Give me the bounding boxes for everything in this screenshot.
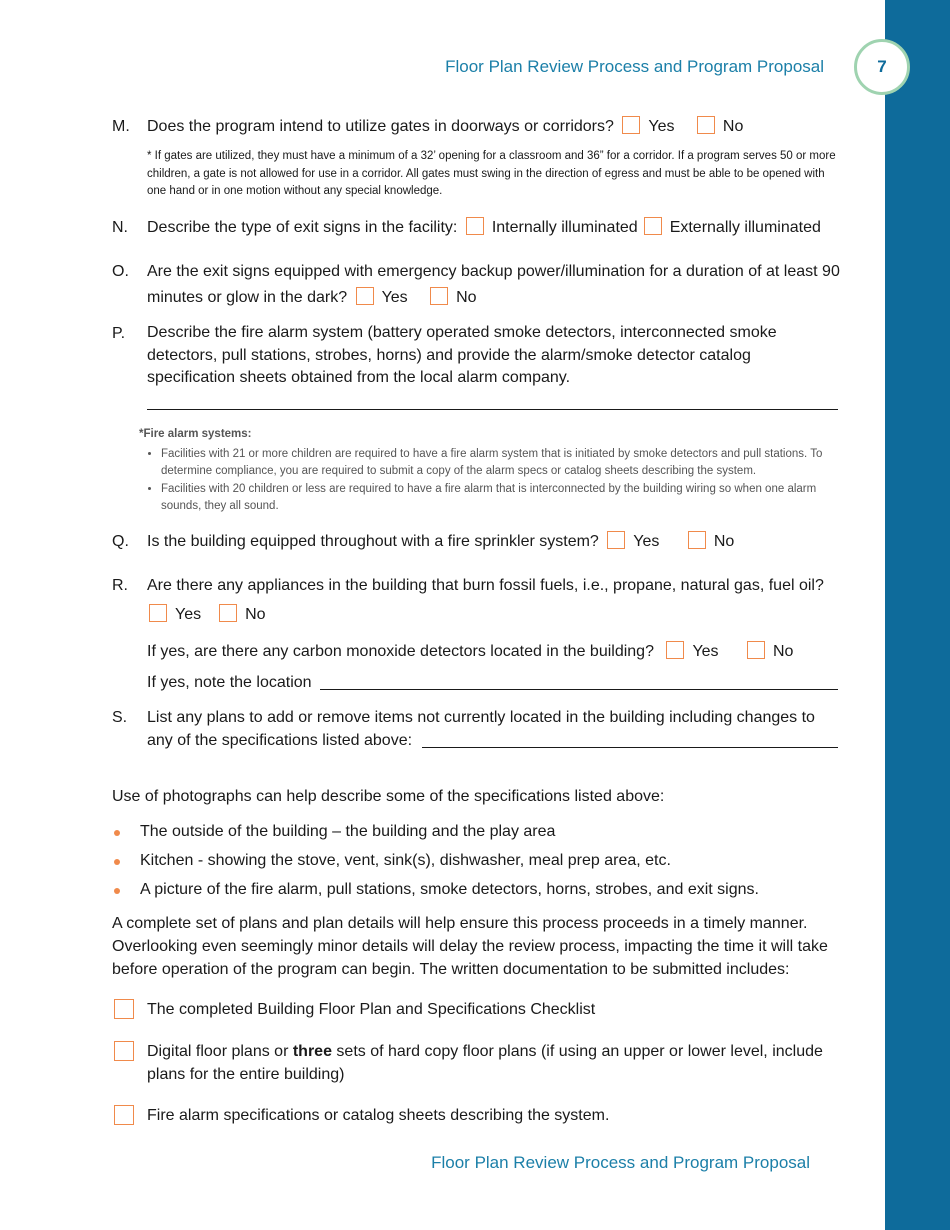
yes-checkbox[interactable] (356, 287, 374, 305)
list-item (112, 849, 842, 878)
co-detector-question (147, 640, 793, 664)
checklist-text-part: sets of hard copy floor plans (if using an upper or lower level, include plans for the entire building) (147, 1043, 823, 1083)
page-number-badge (854, 39, 910, 95)
yes-label: Yes (633, 533, 660, 550)
co-question-text: If yes, are there any carbon monoxide detectors located in the building? (147, 643, 654, 660)
no-label: No (713, 533, 735, 550)
list-item (112, 820, 842, 849)
yes-checkbox[interactable] (607, 531, 625, 549)
list-item-text: Kitchen - showing the stove, vent, sink(s), dishwasher, meal prep area, etc. (140, 852, 671, 869)
checklist-text: The completed Building Floor Plan and Specifications Checklist (147, 1001, 596, 1018)
fire-alarm-note-item: • Facilities with 21 or more children are required to have a fire alarm system that is initiated by smoke detectors and pull stations. To determine compliance, you are required to submit a copy of the alarm specs or catalog sheets describing the system. (161, 446, 844, 481)
co-no-label: No (773, 643, 794, 660)
right-sidebar-band (885, 0, 950, 1230)
fire-alarm-note-item: • Facilities with 20 children or less are required to have a fire alarm that is interconnected by the building wiring so when one alarm sounds, they all sound. (161, 481, 844, 516)
no-checkbox[interactable] (688, 531, 706, 549)
gates-note: * If gates are utilized, they must have a minimum of a 32’ opening for a classroom and 36” for a corridor. If a program serves 50 or more children, a gate is not allowed for use in a corridor. All gates must swing in the direction of egress and must be able to be opened with one hand or in one motion without any special knowledge. (147, 150, 836, 197)
question-text: Does the program intend to utilize gates in doorways or corridors? (147, 118, 614, 135)
checklist-text-bold: three (292, 1043, 332, 1060)
header-title: Floor Plan Review Process and Program Proposal (445, 57, 824, 76)
list-item (112, 878, 842, 907)
question-text: List any plans to add or remove items not currently located in the building including changes to any of the specifications listed above: (147, 709, 815, 749)
question-letter: N. (112, 219, 128, 236)
question-text: Are the exit signs equipped with emergency backup power/illumination for a duration of at least 90 minutes or glow in the dark? (147, 263, 840, 306)
yes-checkbox[interactable] (622, 116, 640, 134)
question-letter: M. (112, 118, 130, 135)
yes-label: Yes (175, 606, 202, 623)
bullet-icon (114, 888, 120, 894)
footer-title: Floor Plan Review Process and Program Proposal (431, 1153, 810, 1172)
summary-paragraph: A complete set of plans and plan details will help ensure this process proceeds in a timely manner. Overlooking even seemingly minor details will delay the review process, impacting the time it will take before operation of the program can begin. The written documentation to be submitted includes: (112, 915, 828, 978)
photos-list (112, 820, 842, 907)
list-item-text: The outside of the building – the building and the play area (140, 823, 556, 840)
question-text: Is the building equipped throughout with a fire sprinkler system? (147, 533, 599, 550)
question-letter: Q. (112, 533, 129, 550)
page-number: 7 (877, 57, 887, 76)
externally-illuminated-checkbox[interactable] (644, 217, 662, 235)
co-location-input-line[interactable] (320, 689, 838, 690)
plans-input-line[interactable] (422, 747, 838, 748)
checklist-checkbox[interactable] (114, 1105, 134, 1125)
question-text: Describe the fire alarm system (battery operated smoke detectors, interconnected smoke detectors, pull stations, strobes, horns) and provide the alarm/smoke detector catalog specification sheets obtained from the local alarm company. (147, 324, 777, 386)
fire-alarm-note (139, 426, 844, 516)
checklist-text: Fire alarm specifications or catalog sheets describing the system. (147, 1107, 610, 1124)
checklist-checkbox[interactable] (114, 1041, 134, 1061)
no-checkbox[interactable] (430, 287, 448, 305)
checklist-text (147, 1040, 842, 1086)
internally-illuminated-label: Internally illuminated (491, 219, 638, 236)
co-location-prompt: If yes, note the location (147, 674, 312, 691)
question-letter: R. (112, 577, 128, 594)
no-checkbox[interactable] (219, 604, 237, 622)
no-label: No (722, 118, 744, 135)
yes-label: Yes (648, 118, 675, 135)
fire-alarm-answer-line[interactable] (147, 409, 838, 410)
question-text: Are there any appliances in the building that burn fossil fuels, i.e., propane, natural gas, fuel oil? (147, 577, 824, 594)
list-item-text: A picture of the fire alarm, pull stations, smoke detectors, horns, strobes, and exit signs. (140, 881, 759, 898)
no-checkbox[interactable] (697, 116, 715, 134)
co-no-checkbox[interactable] (747, 641, 765, 659)
photos-intro: Use of photographs can help describe some of the specifications listed above: (112, 788, 665, 805)
internally-illuminated-checkbox[interactable] (466, 217, 484, 235)
co-yes-label: Yes (692, 643, 719, 660)
question-letter: O. (112, 263, 129, 280)
question-letter: P. (112, 325, 126, 342)
yes-checkbox[interactable] (149, 604, 167, 622)
yes-label: Yes (381, 289, 408, 306)
checklist-text-part: Digital floor plans or (147, 1043, 293, 1060)
question-text: Describe the type of exit signs in the facility: (147, 219, 458, 236)
bullet-icon (114, 859, 120, 865)
no-label: No (245, 606, 266, 623)
question-letter: S. (112, 709, 128, 726)
checklist-checkbox[interactable] (114, 999, 134, 1019)
co-yes-checkbox[interactable] (666, 641, 684, 659)
no-label: No (456, 289, 477, 306)
externally-illuminated-label: Externally illuminated (669, 219, 821, 236)
bullet-icon (114, 830, 120, 836)
fire-alarm-note-heading: *Fire alarm systems: (139, 428, 252, 440)
